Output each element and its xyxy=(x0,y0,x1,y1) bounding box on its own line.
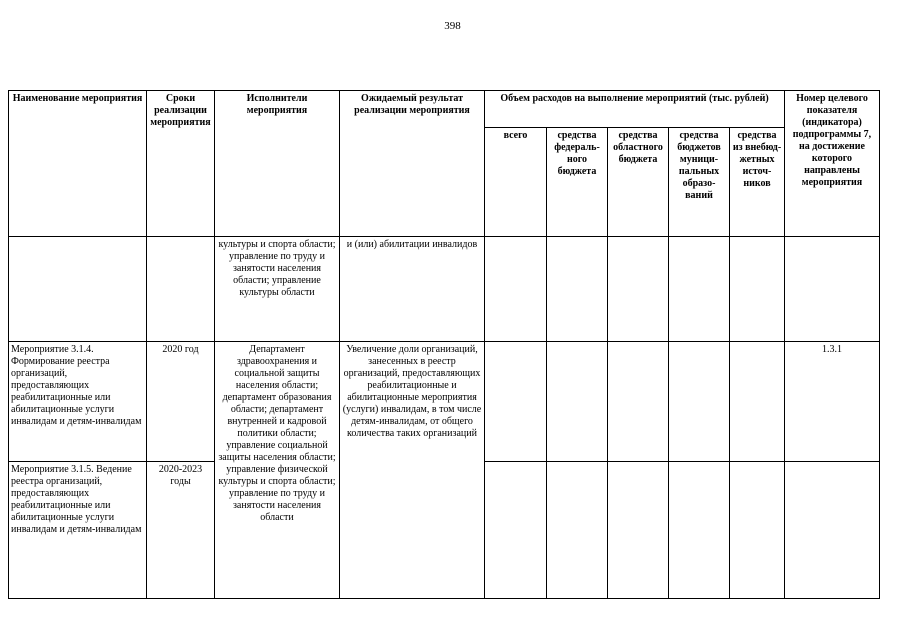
table-row xyxy=(9,342,880,462)
merged-executors-cell: Департамент здравоохранения и социальной защиты населения области; департамент образования области; департамент внутренней и кадровой политики области; управление социальной защиты населения области; управление физической культуры и спорта области; управление по труду и занятости населения области xyxy=(215,342,340,599)
table-row xyxy=(9,237,880,342)
row-name-cell: Мероприятие 3.1.4. Формирование реестра организаций, предоставляющих реабилитационные или абилитационные услуги инвалидам и детям-инвалидам xyxy=(9,342,147,462)
row-result-cell: и (или) абилитации инвалидов xyxy=(340,237,485,342)
row-indicator-cell xyxy=(785,462,880,599)
row-cost-regional xyxy=(608,342,669,462)
row-name-cell xyxy=(9,237,147,342)
header-cost-regional: средства областного бюджета xyxy=(608,128,669,237)
header-indicator: Номер целевого показателя (индикатора) подпрограммы 7, на достижение которого направлены мероприятия xyxy=(785,91,880,237)
header-cost-extrabudget: средства из внебюд-жетных источ-ников xyxy=(730,128,785,237)
row-indicator-cell xyxy=(785,237,880,342)
row-cost-total xyxy=(485,237,547,342)
row-indicator-cell: 1.3.1 xyxy=(785,342,880,462)
header-executors: Исполнители мероприятия xyxy=(215,91,340,237)
row-cost-municipal xyxy=(669,462,730,599)
row-cost-regional xyxy=(608,462,669,599)
row-cost-extrabudget xyxy=(730,237,785,342)
row-name-cell: Мероприятие 3.1.5. Ведение реестра организаций, предоставляющих реабилитационные или абилитационные услуги инвалидам и детям-инвалидам xyxy=(9,462,147,599)
header-cost-municipal: средства бюджетов муници-пальных образо-ваний xyxy=(669,128,730,237)
measures-table xyxy=(8,90,880,599)
row-cost-municipal xyxy=(669,237,730,342)
header-costs-group: Объем расходов на выполнение мероприятий (тыс. рублей) xyxy=(485,91,785,128)
row-executors-cell: культуры и спорта области; управление по труду и занятости населения области; управление культуры области xyxy=(215,237,340,342)
row-cost-federal xyxy=(547,342,608,462)
row-cost-federal xyxy=(547,462,608,599)
header-cost-total: всего xyxy=(485,128,547,237)
row-cost-total xyxy=(485,462,547,599)
header-row xyxy=(9,91,880,128)
row-cost-total xyxy=(485,342,547,462)
header-period: Сроки реализации мероприятия xyxy=(147,91,215,237)
row-cost-federal xyxy=(547,237,608,342)
row-period-cell: 2020-2023 годы xyxy=(147,462,215,599)
row-cost-municipal xyxy=(669,342,730,462)
merged-result-cell: Увеличение доли организаций, занесенных в реестр организаций, предоставляющих реабилитационные и абилитационные мероприятия (услуги) инвалидам, в том числе детям-инвалидам, от общего количества таких организаций xyxy=(340,342,485,599)
row-period-cell: 2020 год xyxy=(147,342,215,462)
header-cost-federal: средства федераль-ного бюджета xyxy=(547,128,608,237)
page-number: 398 xyxy=(444,20,461,32)
header-name: Наименование мероприятия xyxy=(9,91,147,237)
row-cost-extrabudget xyxy=(730,462,785,599)
row-cost-regional xyxy=(608,237,669,342)
row-period-cell xyxy=(147,237,215,342)
header-result: Ожидаемый результат реализации мероприятия xyxy=(340,91,485,237)
row-cost-extrabudget xyxy=(730,342,785,462)
